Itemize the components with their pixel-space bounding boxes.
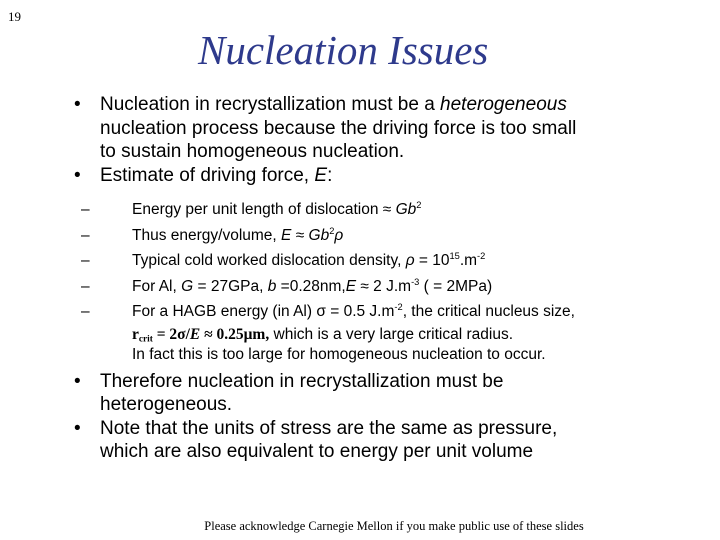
sub-item-critical-nucleus: – For a HAGB energy (in Al) σ = 0.5 $J.m^{-2}$, the critical nucleus size, bbox=[68, 299, 668, 325]
bullet-icon: • bbox=[74, 370, 81, 392]
bullet-icon: • bbox=[74, 164, 81, 186]
dash-icon: – bbox=[81, 226, 90, 244]
bullet-icon: • bbox=[74, 417, 81, 439]
driving-force-sub-list bbox=[68, 197, 668, 364]
dash-icon: – bbox=[81, 252, 90, 269]
critical-radius-formula: $r_{crit} = 2\sigma/E \approx 0.25\mu m$, bbox=[132, 325, 270, 344]
sub-item-critical-nucleus-formula: $r_{crit} = 2\sigma/E \approx 0.25\mu m$, which is a very large critical radius. bbox=[132, 325, 513, 344]
dash-icon: – bbox=[81, 201, 90, 218]
bullet-therefore-heterogeneous: • Therefore nucleation in recrystallization must be heterogeneous. bbox=[74, 370, 504, 415]
sub-item-energy-per-length: – Energy per unit length of dislocation ≈ $Gb^2$ bbox=[68, 197, 668, 223]
sub-item-dislocation-density: – Typical cold worked dislocation density, $\rho = 10^{15}.m^{-2}$ bbox=[68, 248, 668, 274]
bullet-driving-force: • Estimate of driving force, E: bbox=[74, 164, 333, 186]
sub-item-energy-volume: – Thus energy/volume, $E \approx Gb^2\rho$ bbox=[68, 223, 668, 249]
bullet-heterogeneous-nucleation: • Nucleation in recrystallization must be a heterogeneous nucleation process because the driving force is too small to sustain homogeneous nucleation. bbox=[74, 94, 577, 162]
bullet-icon: • bbox=[74, 94, 81, 115]
dash-icon: – bbox=[81, 303, 90, 320]
slide-number: 19 bbox=[8, 9, 21, 24]
acknowledgement-footer: Please acknowledge Carnegie Mellon if you make public use of these slides bbox=[204, 519, 584, 533]
bullet-stress-units: • Note that the units of stress are the same as pressure, which are also equivalent to energy per unit volume bbox=[74, 417, 558, 462]
sub-item-aluminum-values: – For Al, G = 27GPa, b =0.28nm,E ≈ 2 $J.m^{-3}$ ( = 2MPa) bbox=[68, 274, 668, 300]
dash-icon: – bbox=[81, 277, 90, 295]
slide-title: Nucleation Issues bbox=[198, 27, 489, 73]
slide-body bbox=[68, 93, 668, 464]
sub-item-critical-nucleus-conclusion: In fact this is too large for homogeneous nucleation to occur. bbox=[132, 345, 546, 363]
